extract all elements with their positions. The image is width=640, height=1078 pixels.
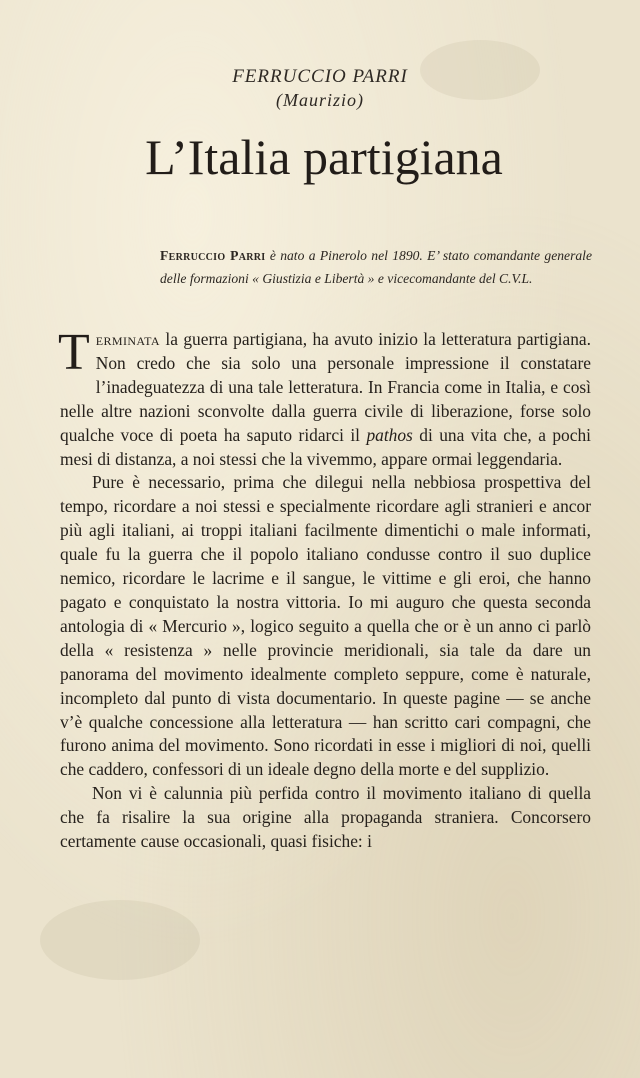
paragraph-1-text-a: la guerra partigiana, ha avuto inizio la letteratura partigiana. Non credo che sia solo una personale impressione il constatare l’inadeguatezza di una tale letteratura. In Francia come in Italia, e così nelle altre nazioni sconvolte dalla guerra civile di liberazione, forse solo qualche voce di poeta ha saputo ridarci il xyxy=(60,329,591,445)
author-pseudonym: (Maurizio) xyxy=(276,90,364,110)
paper-stain xyxy=(40,900,200,980)
opening-word: erminata xyxy=(95,329,161,349)
paragraph-1-italic: pathos xyxy=(366,424,413,445)
chapter-title: L’Italia partigiana xyxy=(145,129,503,185)
author-bio xyxy=(160,244,592,290)
bio-name: Ferruccio Parri xyxy=(160,248,266,263)
drop-cap: T xyxy=(58,324,90,381)
paragraph-2: Pure è necessario, prima che dilegui nella nebbiosa prospettiva del tempo, ricordare a noi stessi e specialmente ricordare agli stranieri e ancor più agli italiani, ai troppi italiani facilmente dimentichi o male informati, quale fu la guerra che il popolo italiano condusse contro il suo duplice nemico, ricordare le lacrime e il sangue, le vittime e gli eroi, che hanno pagato e conquistato la nostra vittoria. Io mi auguro che questa seconda antologia di « Mercurio », logico seguito a quella che or è un anno ci parlò della « resistenza » nelle provincie meridionali, sia tale da dare un panorama del movimento idealmente completo seppure, come è naturale, incompleto dal punto di vista documentario. In queste pagine — se anche v’è qualche concessione alla letteratura — han scritto cari compagni, che furono anima del movimento. Sono ricordati in esse i migliori di noi, quelli che caddero, confessori di un ideale degno della morte e del supplizio. xyxy=(60,472,591,780)
main-text xyxy=(58,324,591,854)
bio-text: è nato a Pinerolo nel 1890. E’ stato comandante generale delle formazioni « Giustizia e Libertà » e vicecomandante del C.V.L. xyxy=(160,248,592,286)
paragraph-1 xyxy=(58,324,591,471)
paragraph-1-text-b: di una vita che, a pochi mesi di distanza, a noi stessi che la vivemmo, appare ormai leggendaria. xyxy=(60,424,591,469)
author-name: FERRUCCIO PARRI xyxy=(232,66,408,87)
paragraph-3: Non vi è calunnia più perfida contro il movimento italiano di quella che fa risalire la sua origine alla propaganda straniera. Concorsero certamente cause occasionali, quasi fisiche: i xyxy=(60,783,591,852)
